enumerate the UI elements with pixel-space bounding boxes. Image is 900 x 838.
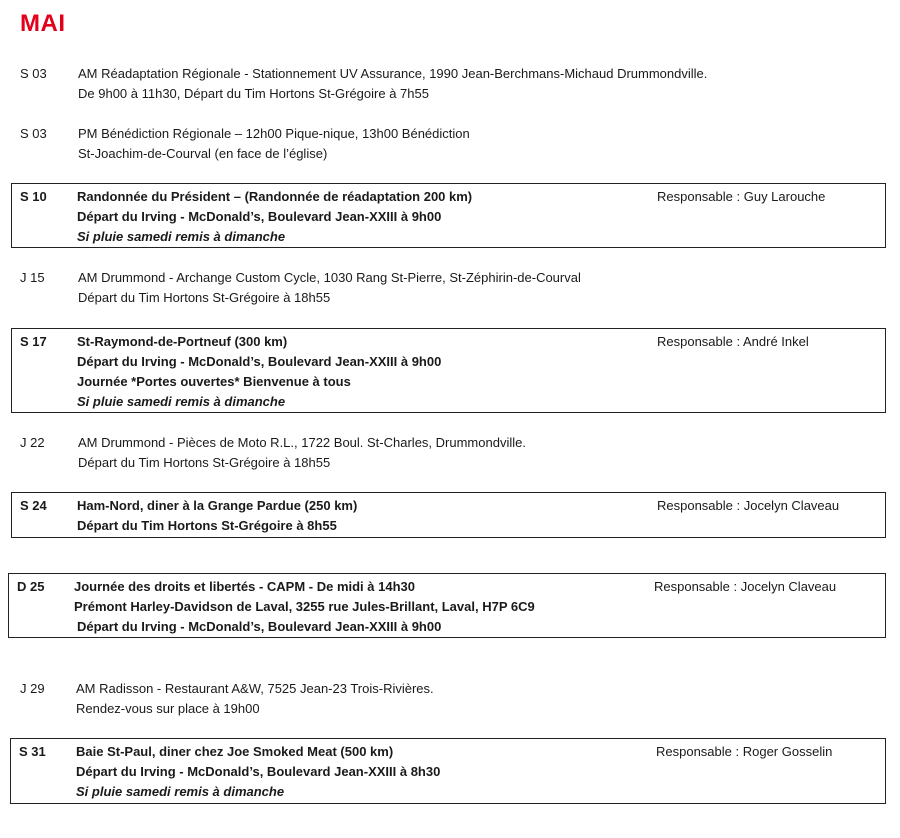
entry-line: St-Raymond-de-Portneuf (300 km) <box>77 334 288 349</box>
schedule-entry <box>0 124 900 168</box>
entry-line: Rendez-vous sur place à 19h00 <box>76 701 260 716</box>
schedule-entry-highlighted <box>11 492 886 538</box>
month-title: MAI <box>20 10 66 37</box>
entry-responsable: Responsable : Jocelyn Claveau <box>657 498 840 513</box>
entry-line: AM Drummond - Archange Custom Cycle, 1030 Rang St-Pierre, St-Zéphirin-de-Courval <box>78 270 581 285</box>
rain-note: Si pluie samedi remis à dimanche <box>77 229 286 244</box>
entry-day: S 24 <box>20 498 47 513</box>
entry-day: D 25 <box>17 579 45 594</box>
entry-day: S 10 <box>20 189 47 204</box>
entry-line: PM Bénédiction Régionale – 12h00 Pique-nique, 13h00 Bénédiction <box>78 126 470 141</box>
entry-line: Randonnée du Président – (Randonnée de réadaptation 200 km) <box>77 189 473 204</box>
schedule-entry <box>0 679 900 723</box>
rain-note: Si pluie samedi remis à dimanche <box>77 394 286 409</box>
entry-line: Départ du Tim Hortons St-Grégoire à 18h55 <box>78 455 331 470</box>
entry-line: Prémont Harley-Davidson de Laval, 3255 rue Jules-Brillant, Laval, H7P 6C9 <box>74 599 535 614</box>
entry-day: S 17 <box>20 334 47 349</box>
entry-line: Ham-Nord, diner à la Grange Pardue (250 km) <box>77 498 358 513</box>
rain-note: Si pluie samedi remis à dimanche <box>76 784 285 799</box>
schedule-entry <box>0 64 900 108</box>
entry-line: Départ du Irving - McDonald’s, Boulevard Jean-XXIII à 9h00 <box>77 209 442 224</box>
entry-day: J 22 <box>20 435 45 450</box>
entry-line: AM Radisson - Restaurant A&W, 7525 Jean-23 Trois-Rivières. <box>76 681 434 696</box>
entry-day: S 03 <box>20 66 47 81</box>
entry-day: J 15 <box>20 270 45 285</box>
schedule-entry <box>0 433 900 477</box>
schedule-entry-highlighted <box>11 328 886 413</box>
entry-line: AM Réadaptation Régionale - Stationnement UV Assurance, 1990 Jean-Berchmans-Michaud Drummondville. <box>78 66 708 81</box>
entry-responsable: Responsable : Guy Larouche <box>657 189 826 204</box>
schedule-entry-highlighted <box>11 183 886 248</box>
entry-line: Journée *Portes ouvertes* Bienvenue à tous <box>77 374 351 389</box>
entry-responsable: Responsable : Roger Gosselin <box>656 744 833 759</box>
entry-line: Départ du Tim Hortons St-Grégoire à 18h55 <box>78 290 331 305</box>
entry-responsable: Responsable : André Inkel <box>657 334 809 349</box>
entry-line: Départ du Irving - McDonald’s, Boulevard Jean-XXIII à 9h00 <box>77 619 442 634</box>
entry-line: Baie St-Paul, diner chez Joe Smoked Meat (500 km) <box>76 744 394 759</box>
schedule-entry-highlighted <box>10 738 886 804</box>
schedule-entry <box>0 268 900 312</box>
entry-line: Départ du Irving - McDonald’s, Boulevard Jean-XXIII à 8h30 <box>76 764 441 779</box>
schedule-entry-highlighted <box>8 573 886 638</box>
entry-responsable: Responsable : Jocelyn Claveau <box>654 579 837 594</box>
entry-line: Départ du Tim Hortons St-Grégoire à 8h55 <box>77 518 337 533</box>
entry-line: Journée des droits et libertés - CAPM - De midi à 14h30 <box>74 579 415 594</box>
entry-day: S 03 <box>20 126 47 141</box>
entry-day: S 31 <box>19 744 46 759</box>
entry-line: Départ du Irving - McDonald’s, Boulevard Jean-XXIII à 9h00 <box>77 354 442 369</box>
entry-line: St-Joachim-de-Courval (en face de l’église) <box>78 146 328 161</box>
entry-day: J 29 <box>20 681 45 696</box>
entry-line: AM Drummond - Pièces de Moto R.L., 1722 Boul. St-Charles, Drummondville. <box>78 435 526 450</box>
entry-line: De 9h00 à 11h30, Départ du Tim Hortons St-Grégoire à 7h55 <box>78 86 429 101</box>
